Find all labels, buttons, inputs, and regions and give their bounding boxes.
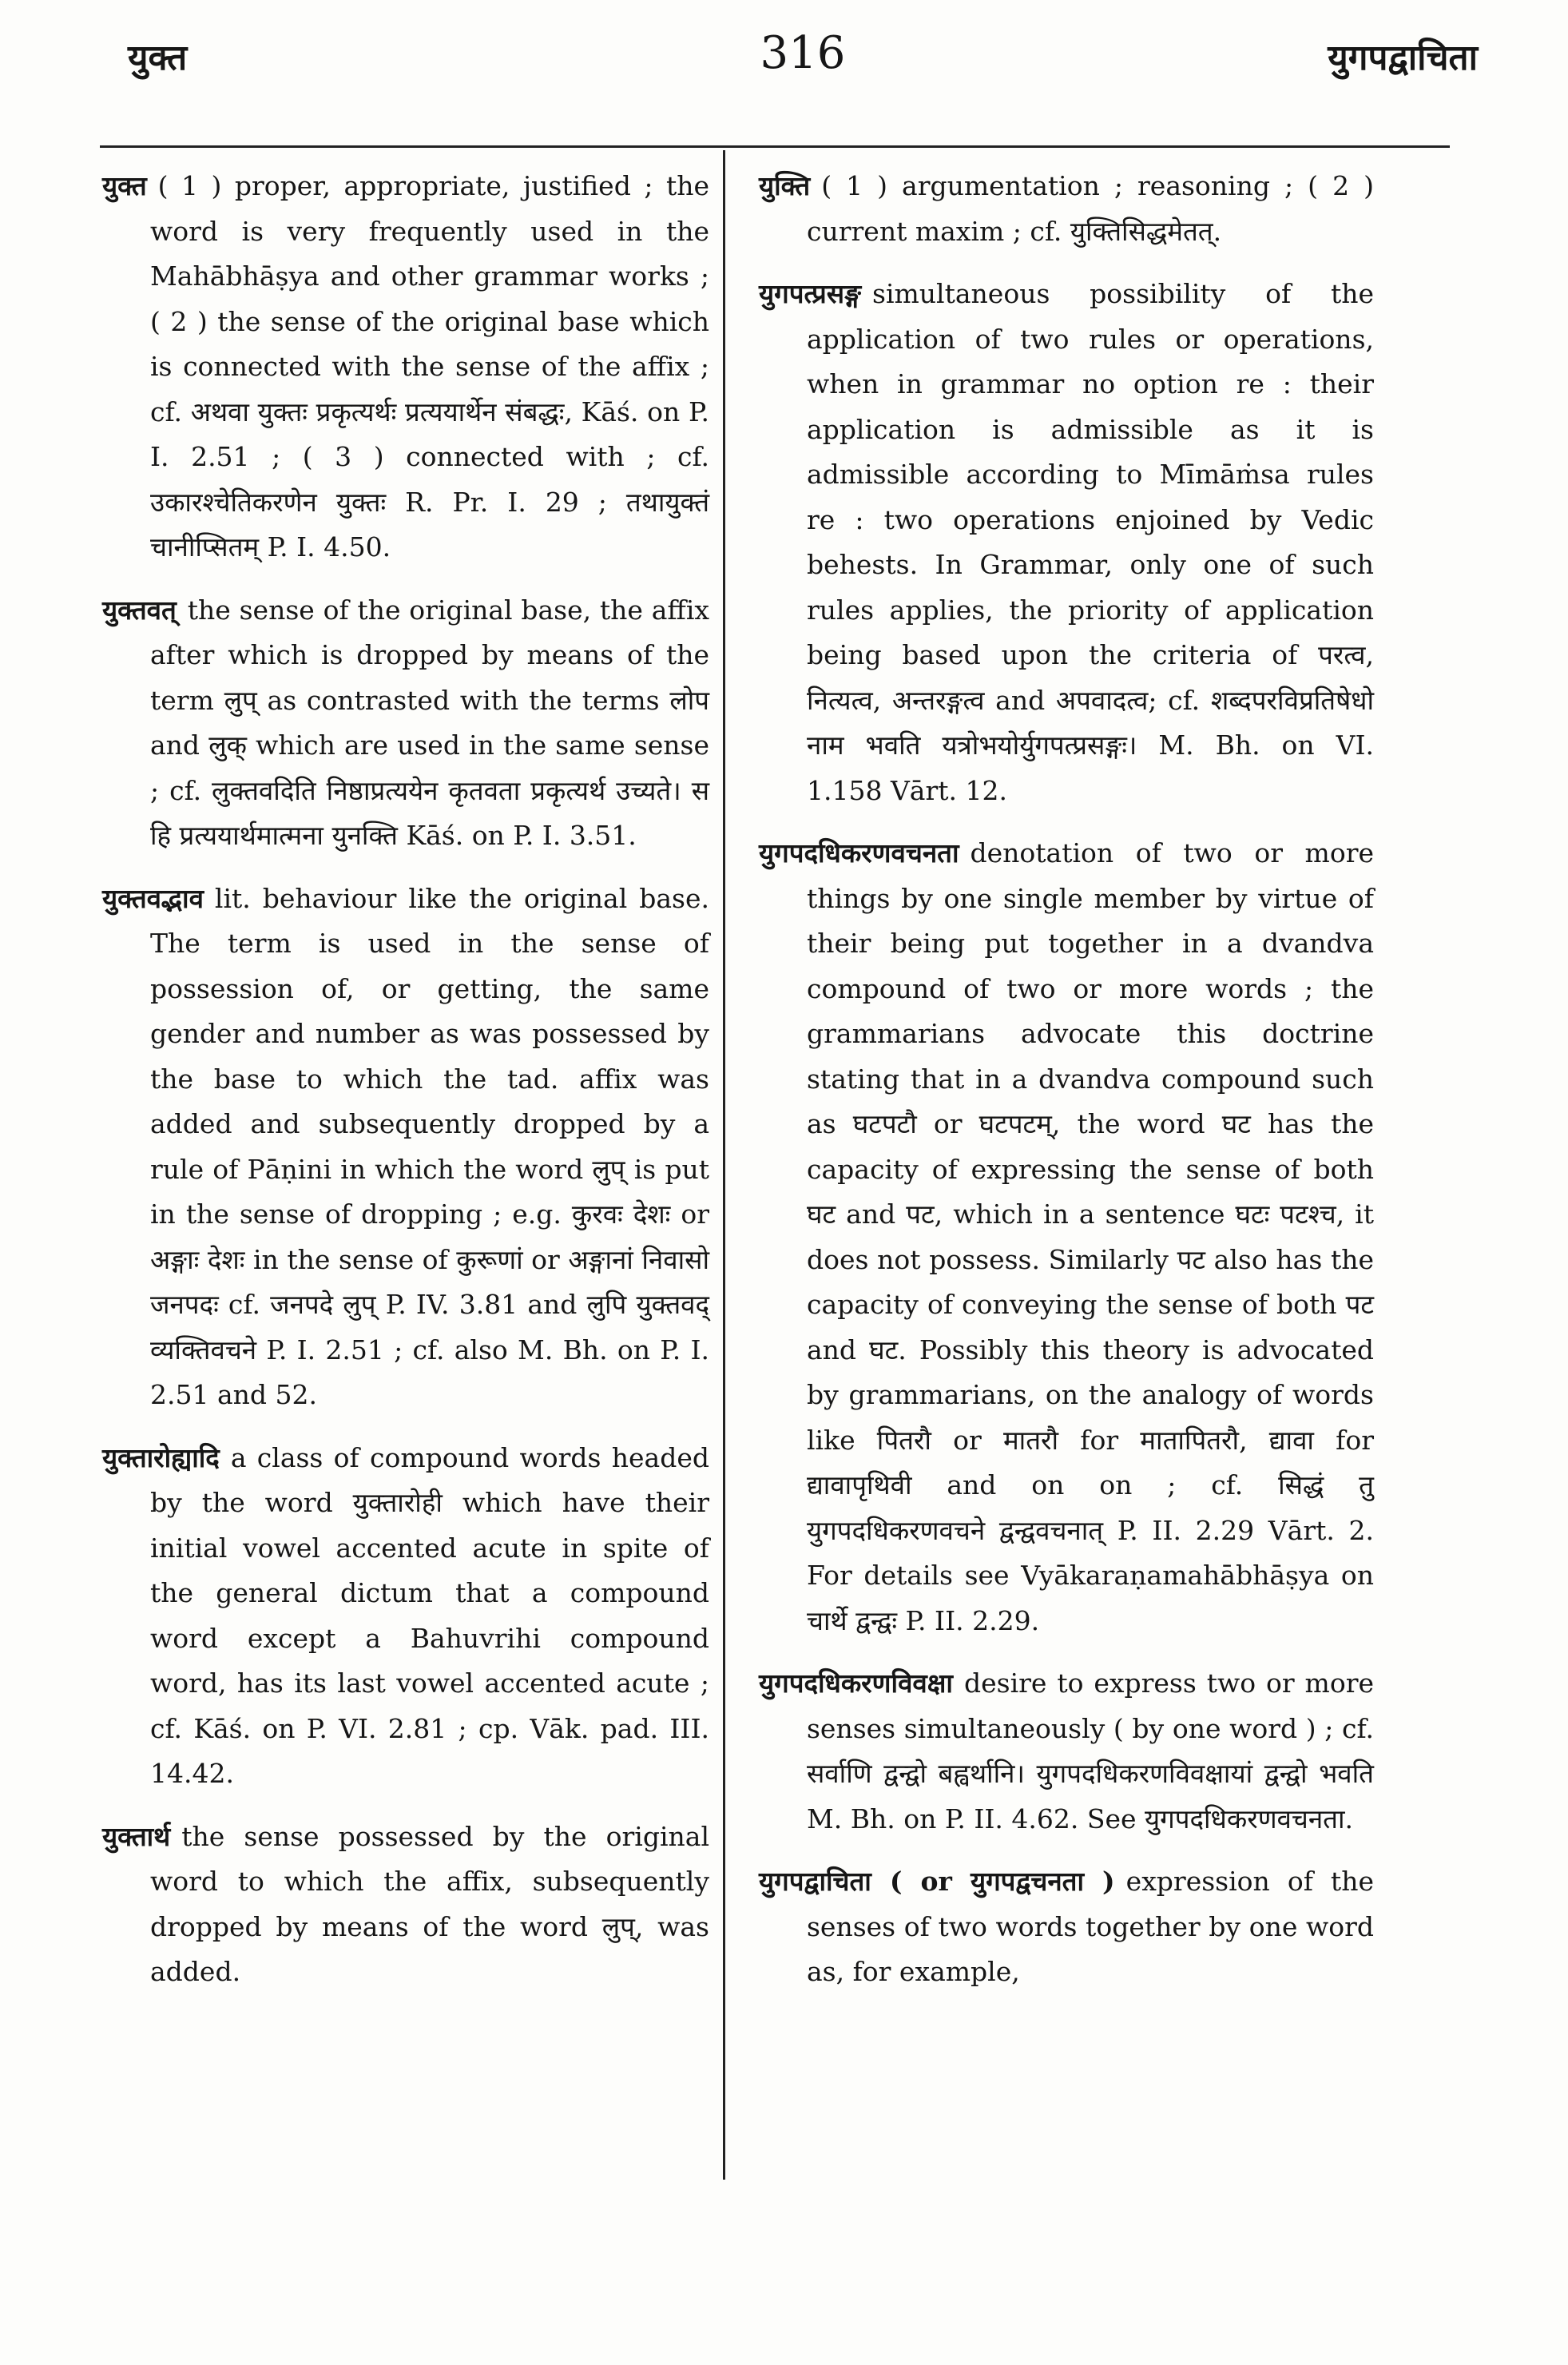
entry-yuktarohyadi — [102, 1436, 709, 1797]
entry-text: the sense possessed by the original word to which the affix, subsequently dropped by means of the word लुप्, was added. — [150, 1820, 709, 1987]
right-column — [759, 164, 1374, 2013]
entry-text: expression of the senses of two words together by one word as, for example, — [807, 1866, 1374, 1987]
entry-headword: युक्तवद्भाव — [102, 882, 204, 914]
entry-yuktavat — [102, 588, 709, 859]
entry-yugapadadhikaranavacanata — [759, 831, 1374, 1644]
entry-headword: युगपदधिकरणवचनता — [759, 837, 959, 868]
entry-yuktavadbhava — [102, 876, 709, 1418]
left-column — [102, 164, 709, 2013]
entry-headword: युक्तवत् — [102, 594, 177, 626]
entry-headword: युगपद्वाचिता ( or युगपद्वचनता ) — [759, 1866, 1115, 1897]
column-divider — [723, 150, 725, 2180]
entry-headword: युगपदधिकरणविवक्षा — [759, 1667, 953, 1699]
entry-yukti — [759, 164, 1374, 254]
page-number: 316 — [760, 27, 846, 79]
entry-headword: युगपत्प्रसङ्ग — [759, 278, 862, 309]
entry-yukta — [102, 164, 709, 570]
entry-headword: युक्तार्थ — [102, 1820, 171, 1852]
entry-text: lit. behaviour like the original base. The term is used in the sense of possession of, or getting, the same gender and number as was possessed by the base to which the tad. affix was added and subsequently dropped by a rule of Pāṇini in which the word लुप् is put in the sense of dropping ; e.g. कुरवः देशः or अङ्गाः देशः in the sense of कुरूणां or अङ्गानां निवासो जनपदः cf. जनपदे लुप् P. IV. 3.81 and लुपि युक्तवद् व्यक्तिवचने P. I. 2.51 ; cf. also M. Bh. on P. I. 2.51 and 52. — [150, 882, 709, 1410]
entry-text: the sense of the original base, the affix after which is dropped by means of the term लुप् as contrasted with the terms लोप and लुक् which are used in the same sense ; cf. लुक्तवदिति निष्ठाप्रत्ययेन कृतवता प्रकृत्यर्थ उच्यते। स हि प्रत्ययार्थमात्मना युनक्ति Kāś. on P. I. 3.51. — [150, 594, 709, 851]
running-head-right: युगपद्वाचिता — [1328, 38, 1478, 78]
entry-yugapadvacita — [759, 1859, 1374, 1995]
entry-yuktartha — [102, 1814, 709, 1995]
entry-text: desire to express two or more senses simultaneously ( by one word ) ; cf. सर्वाणि द्वन्द्वो बह्वर्थानि। युगपदधिकरणविवक्षायां द्वन्द्वो भवति M. Bh. on P. II. 4.62. See युगपदधिकरणवचनता. — [807, 1667, 1374, 1834]
entry-text: ( 1 ) argumentation ; reasoning ; ( 2 ) current maxim ; cf. युक्तिसिद्धमेतत्. — [807, 170, 1374, 247]
entry-headword: युक्ति — [759, 170, 811, 201]
entry-text: ( 1 ) proper, appropriate, justified ; the word is very frequently used in the Mahābhāṣya and other grammar works ; ( 2 ) the sense of the original base which is connected with the sense of the affix ; cf. अथवा युक्तः प्रकृत्यर्थः प्रत्ययार्थेन संबद्धः, Kāś. on P. I. 2.51 ; ( 3 ) connected with ; cf. उकारश्चेतिकरणेन युक्तः R. Pr. I. 29 ; तथायुक्तं चानीप्सितम् P. I. 4.50. — [150, 170, 709, 562]
running-head-left: युक्त — [128, 38, 188, 78]
entry-text: denotation of two or more things by one single member by virtue of their being put together in a dvandva compound of two or more words ; the grammarians advocate this doctrine stating that in a dvandva compound such as घटपटौ or घटपटम्, the word घट has the capacity of expressing the sense of both घट and पट, which in a sentence घटः पटश्च, it does not possess. Similarly पट also has the capacity of conveying the sense of both पट and घट. Possibly this theory is advocated by grammarians, on the analogy of words like पितरौ or मातरौ for मातापितरौ, द्यावा for द्यावापृथिवी and on on ; cf. सिद्धं तु युगपदधिकरणवचने द्वन्द्ववचनात् P. II. 2.29 Vārt. 2. For details see Vyākaraṇamahābhāṣya on चार्थे द्वन्द्वः P. II. 2.29. — [807, 837, 1374, 1636]
header-rule — [100, 145, 1450, 148]
entry-headword: युक्तारोह्यादि — [102, 1441, 220, 1473]
entry-text: a class of compound words headed by the word युक्तारोही which have their initial vowel accented acute in spite of the general dictum that a compound word except a Bahuvrihi compound word, has its last vowel accented acute ; cf. Kāś. on P. VI. 2.81 ; cp. Vāk. pad. III. 14.42. — [150, 1441, 709, 1789]
entry-yugapadadhikaranavivaksa — [759, 1661, 1374, 1842]
page-header — [128, 27, 1478, 104]
entry-text: simultaneous possibility of the application of two rules or operations, when in grammar no option re : their application is admissible as it is admissible according to Mīmāṁsa rules re : two operations enjoined by Vedic behests. In Grammar, only one of such rules applies, the priority of application being based upon the criteria of परत्व, नित्यत्व, अन्तरङ्गत्व and अपवादत्व; cf. शब्दपरविप्रतिषेधो नाम भवति यत्रोभयोर्युगपत्प्रसङ्गः। M. Bh. on VI. 1.158 Vārt. 12. — [807, 278, 1374, 806]
entry-headword: युक्त — [102, 170, 147, 201]
entry-yugapatprasanga — [759, 272, 1374, 813]
